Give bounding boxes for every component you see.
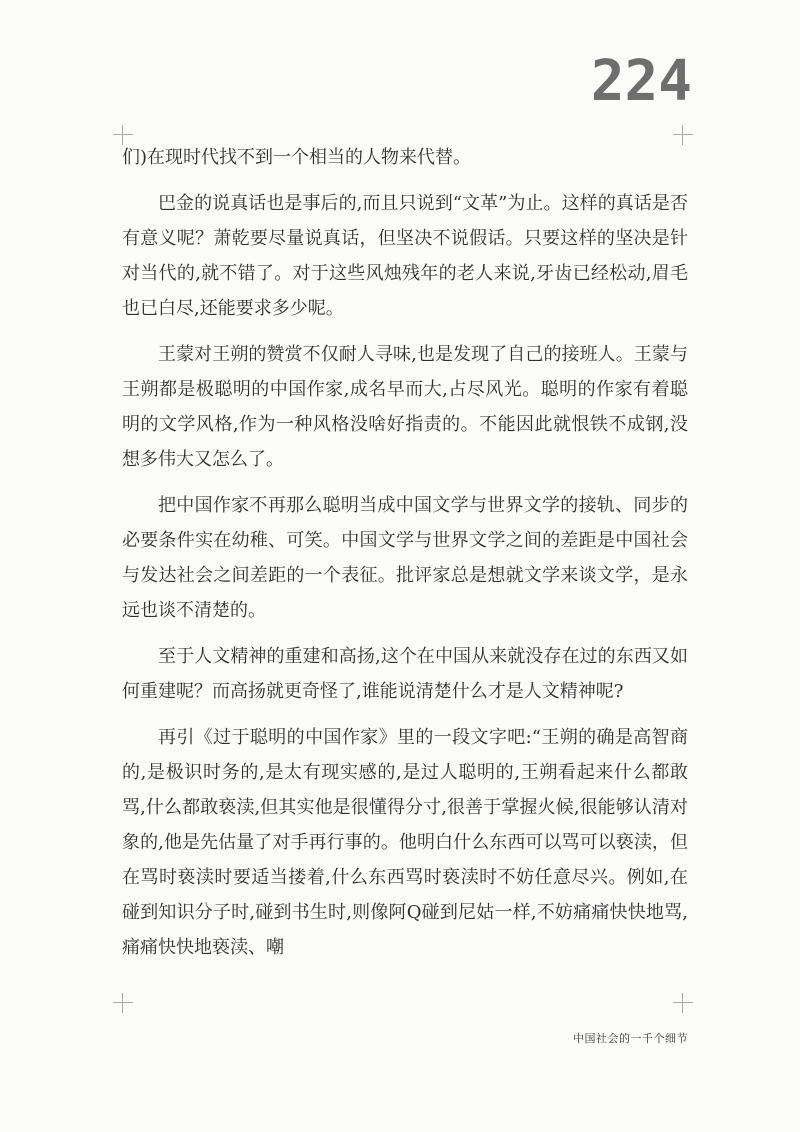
crop-mark-bottom-left: [113, 993, 133, 1013]
running-footer-title: 中国社会的一千个细节: [573, 1032, 688, 1045]
body-text: [122, 140, 688, 976]
paragraph: 再引《过于聪明的中国作家》里的一段文字吧:“王朔的确是高智商的,是极识时务的,是太有现实感的,是过人聪明的,王朔看起来什么都敢骂,什么都敢亵渎,但其实他是很懂得分寸,很善于掌握火候,很能够认清对象的,他是先估量了对手再行事的。他明白什么东西可以骂可以亵渎，但在骂时亵渎时要适当搂着,什么东西骂时亵渎时不妨任意尽兴。例如,在碰到知识分子时,碰到书生时,则像阿Q碰到尼姑一样,不妨痛痛快快地骂,痛痛快快地亵渎、嘲: [122, 727, 688, 958]
paragraph: 把中国作家不再那么聪明当成中国文学与世界文学的接轨、同步的必要条件实在幼稚、可笑。中国文学与世界文学之间的差距是中国社会与发达社会之间差距的一个表征。批评家总是想就文学来谈文学，是永远也谈不清楚的。: [122, 495, 688, 621]
paragraph: 巴金的说真话也是事后的,而且只说到“文革”为止。这样的真话是否有意义呢？萧乾要尽量说真话，但坚决不说假话。只要这样的坚决是针对当代的,就不错了。对于这些风烛残年的老人来说,牙齿已经松动,眉毛也已白尽,还能要求多少呢。: [122, 193, 688, 319]
paragraph: 王蒙对王朔的赞赏不仅耐人寻味,也是发现了自己的接班人。王蒙与王朔都是极聪明的中国作家,成名早而大,占尽风光。聪明的作家有着聪明的文学风格,作为一种风格没啥好指责的。不能因此就恨铁不成钢,没想多伟大又怎么了。: [122, 344, 688, 470]
paragraph: 至于人文精神的重建和高扬,这个在中国从来就没存在过的东西又如何重建呢？而高扬就更奇怪了,谁能说清楚什么才是人文精神呢?: [122, 646, 688, 702]
page-number: 224: [590, 49, 692, 114]
crop-mark-bottom-right: [673, 993, 693, 1013]
paragraph: 们)在现时代找不到一个相当的人物来代替。: [122, 147, 472, 168]
